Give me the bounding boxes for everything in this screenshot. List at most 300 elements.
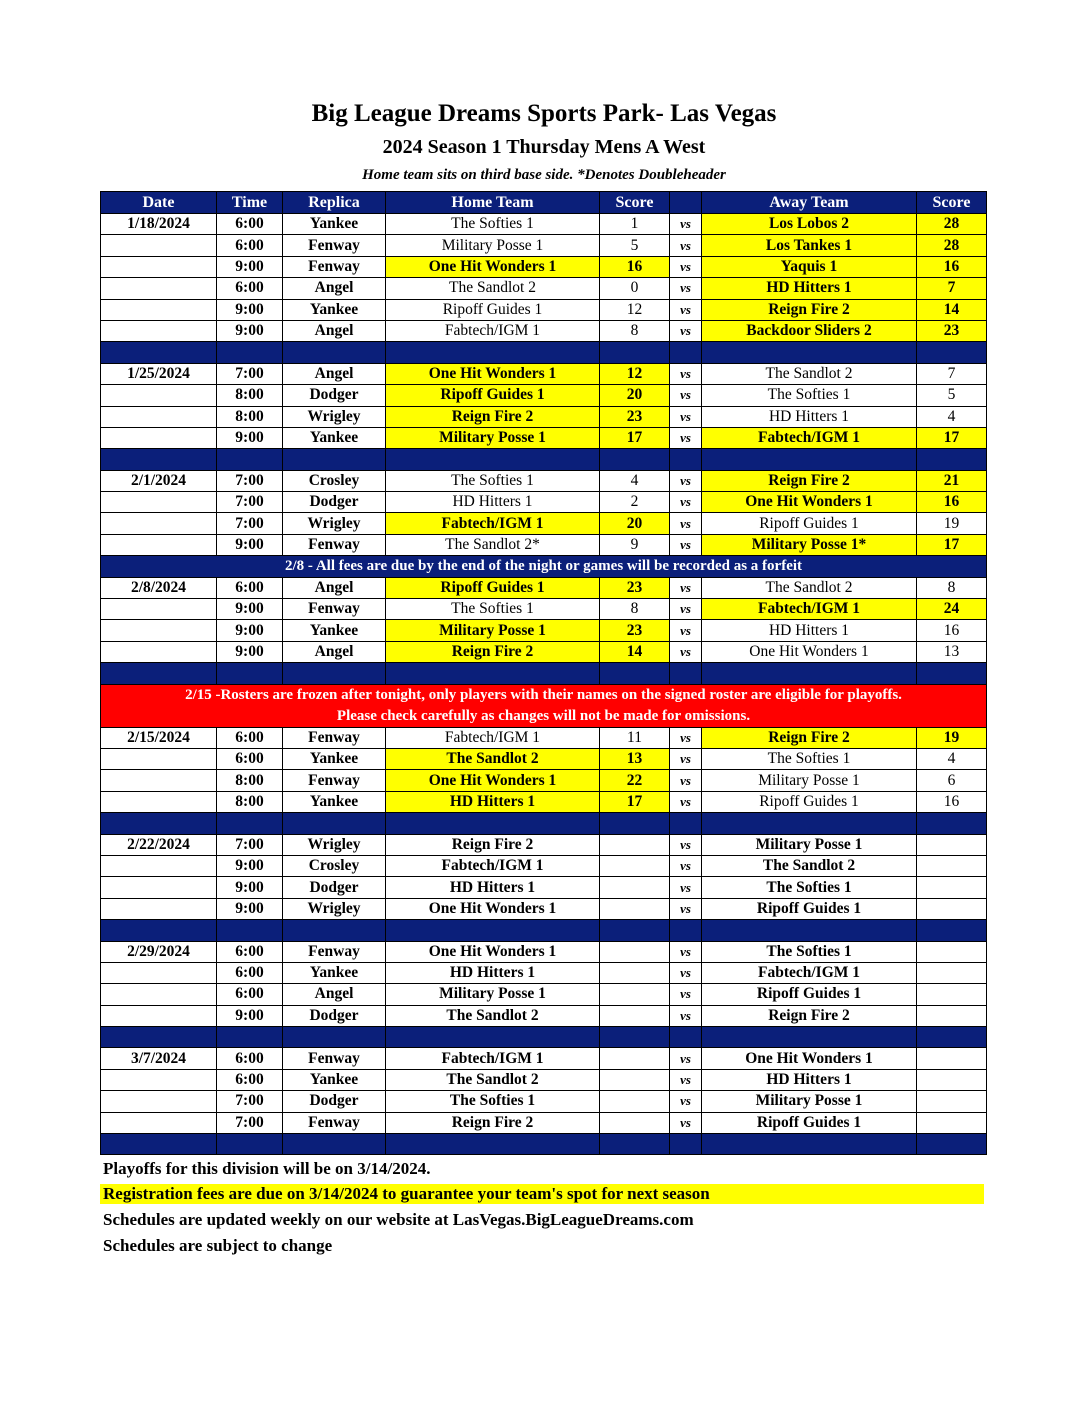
game-field: Yankee [283, 791, 386, 812]
home-team: The Sandlot 2 [386, 1005, 600, 1026]
vs-label: vs [670, 620, 702, 641]
game-row [101, 1005, 987, 1026]
away-team: HD Hitters 1 [702, 406, 917, 427]
separator-cell [283, 920, 386, 941]
separator-cell [702, 663, 917, 684]
game-row [101, 962, 987, 983]
game-field: Yankee [283, 427, 386, 448]
away-score: 21 [917, 470, 987, 491]
away-score: 19 [917, 727, 987, 748]
away-score [917, 984, 987, 1005]
away-team: Military Posse 1* [702, 534, 917, 555]
game-time: 6:00 [217, 1048, 283, 1069]
game-row [101, 320, 987, 341]
game-field: Yankee [283, 620, 386, 641]
away-score: 6 [917, 770, 987, 791]
separator-cell [670, 813, 702, 834]
vs-label: vs [670, 470, 702, 491]
home-team: Fabtech/IGM 1 [386, 513, 600, 534]
away-team: HD Hitters 1 [702, 620, 917, 641]
away-team: The Softies 1 [702, 748, 917, 769]
col-header-away-score: Score [917, 192, 987, 214]
separator-cell [917, 342, 987, 363]
game-row [101, 235, 987, 256]
game-field: Yankee [283, 962, 386, 983]
away-score: 7 [917, 278, 987, 299]
roster-alert-line-2: Please check carefully as changes will not be made for omissions. [336, 707, 751, 724]
game-field: Fenway [283, 941, 386, 962]
vs-label: vs [670, 748, 702, 769]
home-team: Reign Fire 2 [386, 406, 600, 427]
separator-cell [670, 342, 702, 363]
away-score [917, 898, 987, 919]
home-team: The Sandlot 2 [386, 278, 600, 299]
subject-to-change-note: Schedules are subject to change [103, 1236, 333, 1255]
vs-label: vs [670, 834, 702, 855]
separator-cell [917, 1134, 987, 1155]
game-date [101, 1069, 217, 1090]
game-date [101, 320, 217, 341]
game-time: 7:00 [217, 834, 283, 855]
col-header-vs [670, 192, 702, 214]
separator-row [101, 663, 987, 684]
vs-label: vs [670, 406, 702, 427]
playoffs-note: Playoffs for this division will be on 3/14/2024. [103, 1159, 431, 1178]
game-date [101, 278, 217, 299]
home-score [600, 877, 670, 898]
separator-cell [217, 663, 283, 684]
home-score: 20 [600, 385, 670, 406]
away-score [917, 941, 987, 962]
away-team: Backdoor Sliders 2 [702, 320, 917, 341]
home-team: HD Hitters 1 [386, 962, 600, 983]
vs-label: vs [670, 214, 702, 235]
away-team: Military Posse 1 [702, 834, 917, 855]
away-score [917, 962, 987, 983]
separator-cell [670, 920, 702, 941]
game-field: Wrigley [283, 834, 386, 855]
away-team: Ripoff Guides 1 [702, 898, 917, 919]
separator-cell [600, 342, 670, 363]
game-row [101, 492, 987, 513]
game-date [101, 898, 217, 919]
game-time: 6:00 [217, 214, 283, 235]
game-time: 9:00 [217, 898, 283, 919]
vs-label: vs [670, 1048, 702, 1069]
vs-label: vs [670, 791, 702, 812]
away-team: Ripoff Guides 1 [702, 984, 917, 1005]
game-field: Crosley [283, 855, 386, 876]
home-score [600, 898, 670, 919]
game-row [101, 1091, 987, 1112]
game-time: 9:00 [217, 427, 283, 448]
game-row [101, 834, 987, 855]
game-row [101, 791, 987, 812]
game-date: 2/15/2024 [101, 727, 217, 748]
game-time: 6:00 [217, 235, 283, 256]
separator-cell [670, 663, 702, 684]
separator-cell [702, 813, 917, 834]
home-score: 23 [600, 620, 670, 641]
separator-cell [600, 813, 670, 834]
game-date [101, 256, 217, 277]
separator-cell [217, 920, 283, 941]
separator-cell [702, 920, 917, 941]
away-team: Reign Fire 2 [702, 727, 917, 748]
home-score: 11 [600, 727, 670, 748]
home-score: 9 [600, 534, 670, 555]
home-score [600, 1005, 670, 1026]
home-score: 22 [600, 770, 670, 791]
game-date [101, 534, 217, 555]
separator-cell [283, 342, 386, 363]
home-team: One Hit Wonders 1 [386, 941, 600, 962]
separator-cell [917, 920, 987, 941]
home-team: Reign Fire 2 [386, 641, 600, 662]
separator-cell [101, 663, 217, 684]
game-time: 9:00 [217, 641, 283, 662]
away-team: Reign Fire 2 [702, 299, 917, 320]
away-score: 28 [917, 214, 987, 235]
game-time: 6:00 [217, 278, 283, 299]
game-date [101, 877, 217, 898]
game-time: 9:00 [217, 299, 283, 320]
game-date [101, 599, 217, 620]
game-time: 7:00 [217, 363, 283, 384]
away-team: One Hit Wonders 1 [702, 1048, 917, 1069]
game-time: 7:00 [217, 1112, 283, 1133]
game-field: Fenway [283, 599, 386, 620]
home-score: 20 [600, 513, 670, 534]
game-date [101, 492, 217, 513]
vs-label: vs [670, 641, 702, 662]
game-row [101, 641, 987, 662]
away-score [917, 855, 987, 876]
home-score: 23 [600, 406, 670, 427]
game-time: 9:00 [217, 877, 283, 898]
game-time: 6:00 [217, 1069, 283, 1090]
home-score: 23 [600, 577, 670, 598]
away-team: The Softies 1 [702, 385, 917, 406]
game-field: Angel [283, 984, 386, 1005]
home-score [600, 855, 670, 876]
vs-label: vs [670, 363, 702, 384]
game-row [101, 299, 987, 320]
game-field: Fenway [283, 1048, 386, 1069]
game-row [101, 577, 987, 598]
registration-note: Registration fees are due on 3/14/2024 to guarantee your team's spot for next season [100, 1184, 984, 1204]
separator-cell [917, 663, 987, 684]
game-row [101, 214, 987, 235]
game-date [101, 748, 217, 769]
home-team: The Sandlot 2 [386, 1069, 600, 1090]
vs-label: vs [670, 1112, 702, 1133]
away-score [917, 834, 987, 855]
game-row [101, 941, 987, 962]
away-score: 8 [917, 577, 987, 598]
home-team: HD Hitters 1 [386, 492, 600, 513]
home-team: Military Posse 1 [386, 235, 600, 256]
game-field: Dodger [283, 492, 386, 513]
game-field: Fenway [283, 727, 386, 748]
home-score: 4 [600, 470, 670, 491]
game-field: Fenway [283, 534, 386, 555]
away-score: 7 [917, 363, 987, 384]
game-time: 9:00 [217, 599, 283, 620]
separator-cell [217, 342, 283, 363]
roster-alert-line-1: 2/15 -Rosters are frozen after tonight, only players with their names on the signed roster are eligible for playoffs. [185, 686, 902, 703]
away-score: 24 [917, 599, 987, 620]
separator-cell [386, 1027, 600, 1048]
game-field: Angel [283, 278, 386, 299]
home-score [600, 1048, 670, 1069]
game-time: 7:00 [217, 492, 283, 513]
game-row [101, 748, 987, 769]
schedule-note: Home team sits on third base side. *Denotes Doubleheader [362, 167, 726, 183]
separator-cell [702, 449, 917, 470]
separator-cell [217, 813, 283, 834]
game-time: 6:00 [217, 577, 283, 598]
away-team: Ripoff Guides 1 [702, 791, 917, 812]
away-score: 16 [917, 791, 987, 812]
away-team: Yaquis 1 [702, 256, 917, 277]
vs-label: vs [670, 962, 702, 983]
game-date [101, 385, 217, 406]
game-field: Yankee [283, 214, 386, 235]
schedule-table [100, 191, 987, 1155]
home-team: The Softies 1 [386, 214, 600, 235]
game-date [101, 406, 217, 427]
separator-row [101, 342, 987, 363]
game-field: Yankee [283, 1069, 386, 1090]
away-score [917, 1005, 987, 1026]
vs-label: vs [670, 235, 702, 256]
home-score: 13 [600, 748, 670, 769]
home-team: One Hit Wonders 1 [386, 898, 600, 919]
game-time: 9:00 [217, 256, 283, 277]
vs-label: vs [670, 941, 702, 962]
game-time: 8:00 [217, 770, 283, 791]
away-score: 5 [917, 385, 987, 406]
away-score: 16 [917, 492, 987, 513]
game-time: 9:00 [217, 534, 283, 555]
away-team: Fabtech/IGM 1 [702, 962, 917, 983]
separator-cell [917, 449, 987, 470]
game-row [101, 406, 987, 427]
separator-cell [386, 813, 600, 834]
away-team: Military Posse 1 [702, 770, 917, 791]
game-field: Fenway [283, 235, 386, 256]
home-score: 17 [600, 791, 670, 812]
home-team: The Sandlot 2* [386, 534, 600, 555]
away-score: 4 [917, 406, 987, 427]
game-date: 1/25/2024 [101, 363, 217, 384]
vs-label: vs [670, 1069, 702, 1090]
separator-cell [283, 663, 386, 684]
home-team: Reign Fire 2 [386, 834, 600, 855]
separator-cell [600, 449, 670, 470]
game-field: Dodger [283, 385, 386, 406]
home-score [600, 962, 670, 983]
game-date [101, 1091, 217, 1112]
game-row [101, 599, 987, 620]
home-team: Fabtech/IGM 1 [386, 320, 600, 341]
separator-cell [600, 1134, 670, 1155]
game-time: 7:00 [217, 1091, 283, 1112]
game-date: 1/18/2024 [101, 214, 217, 235]
home-team: Ripoff Guides 1 [386, 385, 600, 406]
away-team: One Hit Wonders 1 [702, 492, 917, 513]
home-score: 8 [600, 320, 670, 341]
game-field: Fenway [283, 1112, 386, 1133]
vs-label: vs [670, 320, 702, 341]
separator-cell [386, 663, 600, 684]
away-score: 17 [917, 534, 987, 555]
home-team: One Hit Wonders 1 [386, 363, 600, 384]
col-header-time: Time [217, 192, 283, 214]
home-score [600, 1091, 670, 1112]
home-team: Military Posse 1 [386, 620, 600, 641]
vs-label: vs [670, 727, 702, 748]
vs-label: vs [670, 513, 702, 534]
away-score: 16 [917, 620, 987, 641]
away-team: One Hit Wonders 1 [702, 641, 917, 662]
game-date [101, 1005, 217, 1026]
separator-row [101, 449, 987, 470]
away-score: 14 [917, 299, 987, 320]
vs-label: vs [670, 256, 702, 277]
col-header-home-team: Home Team [386, 192, 600, 214]
away-team: Military Posse 1 [702, 1091, 917, 1112]
home-score: 2 [600, 492, 670, 513]
game-field: Crosley [283, 470, 386, 491]
game-date: 2/1/2024 [101, 470, 217, 491]
home-team: Military Posse 1 [386, 427, 600, 448]
game-row [101, 877, 987, 898]
vs-label: vs [670, 534, 702, 555]
game-date [101, 1112, 217, 1133]
separator-cell [101, 813, 217, 834]
vs-label: vs [670, 1091, 702, 1112]
game-time: 8:00 [217, 791, 283, 812]
separator-cell [600, 920, 670, 941]
separator-cell [600, 663, 670, 684]
col-header-replica: Replica [283, 192, 386, 214]
separator-row [101, 813, 987, 834]
home-score: 12 [600, 299, 670, 320]
game-date [101, 855, 217, 876]
vs-label: vs [670, 770, 702, 791]
game-row [101, 620, 987, 641]
away-score [917, 877, 987, 898]
separator-cell [670, 1134, 702, 1155]
game-field: Fenway [283, 770, 386, 791]
home-team: The Softies 1 [386, 1091, 600, 1112]
game-row [101, 1048, 987, 1069]
home-team: Fabtech/IGM 1 [386, 855, 600, 876]
separator-row [101, 920, 987, 941]
home-score: 8 [600, 599, 670, 620]
home-score: 16 [600, 256, 670, 277]
game-row [101, 727, 987, 748]
home-team: Ripoff Guides 1 [386, 299, 600, 320]
game-field: Dodger [283, 1005, 386, 1026]
game-date: 2/22/2024 [101, 834, 217, 855]
page-title: Big League Dreams Sports Park- Las Vegas [311, 100, 777, 127]
home-team: The Sandlot 2 [386, 748, 600, 769]
separator-cell [217, 449, 283, 470]
page-subtitle: 2024 Season 1 Thursday Mens A West [382, 136, 706, 158]
schedule-body [101, 214, 987, 1155]
game-date [101, 984, 217, 1005]
col-header-away-team: Away Team [702, 192, 917, 214]
game-row [101, 534, 987, 555]
game-row [101, 1069, 987, 1090]
separator-cell [702, 1134, 917, 1155]
vs-label: vs [670, 984, 702, 1005]
game-field: Dodger [283, 1091, 386, 1112]
away-team: The Sandlot 2 [702, 577, 917, 598]
home-score [600, 1112, 670, 1133]
separator-cell [283, 449, 386, 470]
away-team: Reign Fire 2 [702, 1005, 917, 1026]
home-score: 17 [600, 427, 670, 448]
game-time: 9:00 [217, 855, 283, 876]
away-team: Los Lobos 2 [702, 214, 917, 235]
away-score: 4 [917, 748, 987, 769]
game-time: 7:00 [217, 470, 283, 491]
home-score [600, 1069, 670, 1090]
home-score: 0 [600, 278, 670, 299]
separator-row [101, 1134, 987, 1155]
game-time: 6:00 [217, 962, 283, 983]
game-time: 7:00 [217, 513, 283, 534]
game-row [101, 427, 987, 448]
fees-notice-row [101, 556, 987, 577]
home-score: 5 [600, 235, 670, 256]
game-row [101, 898, 987, 919]
home-score [600, 834, 670, 855]
vs-label: vs [670, 898, 702, 919]
separator-row [101, 1027, 987, 1048]
away-team: Fabtech/IGM 1 [702, 599, 917, 620]
vs-label: vs [670, 278, 702, 299]
home-team: One Hit Wonders 1 [386, 256, 600, 277]
game-time: 8:00 [217, 406, 283, 427]
separator-cell [283, 1027, 386, 1048]
vs-label: vs [670, 299, 702, 320]
home-score: 14 [600, 641, 670, 662]
separator-cell [101, 342, 217, 363]
game-field: Wrigley [283, 513, 386, 534]
away-team: Los Tankes 1 [702, 235, 917, 256]
game-field: Angel [283, 363, 386, 384]
away-score: 17 [917, 427, 987, 448]
table-header-row [101, 192, 987, 214]
away-score: 16 [917, 256, 987, 277]
game-field: Wrigley [283, 898, 386, 919]
home-team: The Softies 1 [386, 599, 600, 620]
away-score: 19 [917, 513, 987, 534]
home-score: 12 [600, 363, 670, 384]
home-team: Reign Fire 2 [386, 1112, 600, 1133]
game-field: Fenway [283, 256, 386, 277]
home-team: Military Posse 1 [386, 984, 600, 1005]
game-time: 6:00 [217, 748, 283, 769]
away-team: Fabtech/IGM 1 [702, 427, 917, 448]
game-field: Yankee [283, 299, 386, 320]
game-time: 9:00 [217, 1005, 283, 1026]
